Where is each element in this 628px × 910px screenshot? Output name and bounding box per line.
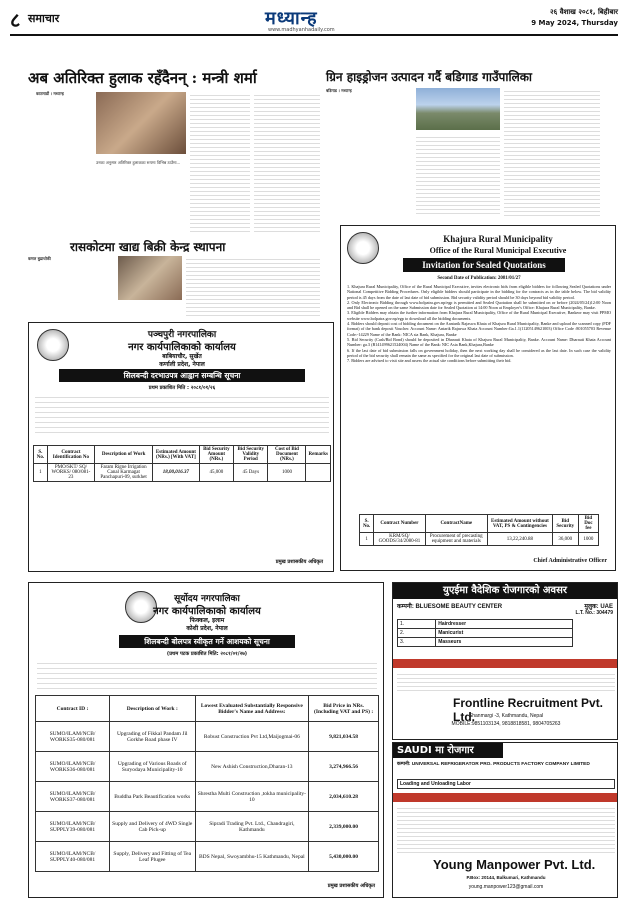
table-cell: 1.: [398, 620, 436, 629]
table-cell: 5,430,000.00: [309, 842, 379, 872]
table-cell: 2,034,610.28: [309, 782, 379, 812]
uae-company: कम्पनी: BLUESOME BEAUTY CENTER: [397, 604, 503, 610]
panchpuri-title-2: नगर कार्यपालिकाको कार्यालय: [128, 342, 236, 353]
khajura-item: 7. Bidders are advised to visit site and assess the actual site conditions before submitting their bid.: [347, 358, 512, 364]
panchpuri-signature: प्रमुख प्रशासकीय अधिकृत: [275, 559, 323, 565]
table-row: [398, 620, 573, 629]
khajura-signature: Chief Administrative Officer: [533, 558, 607, 564]
table-row: [360, 533, 599, 546]
story-headline-1: अब अतिरिक्त हुलाक रहँदैनन् : मन्त्री शर्मा: [28, 69, 257, 87]
th-sno: S. No.: [34, 446, 48, 464]
website-url: www.madhyanhadaily.com: [268, 27, 335, 33]
panchpuri-pub-date: प्रथम प्रकाशित मिति : २०८१/०१/२६: [148, 385, 216, 391]
th-sno: S. No.: [360, 515, 374, 533]
table-cell: SUMO/ILAM/NCB/ SUPPLY40-080/081: [36, 842, 110, 872]
saudi-title: SAUDI मा रोजगार: [393, 743, 503, 758]
uae-jobs-table: [397, 619, 573, 647]
table-cell: 3.: [398, 638, 436, 647]
table-cell: Masseurs: [436, 638, 573, 647]
hydrogen-photo-1: [416, 88, 500, 130]
masthead: [10, 6, 618, 36]
table-cell: Hairdresser: [436, 620, 573, 629]
th-remarks: Remarks: [306, 446, 331, 464]
panchpuri-table: [33, 445, 331, 482]
suryodaya-signature: प्रमुख प्रशासकीय अधिकृत: [327, 883, 375, 889]
khajura-title-1: Khajura Rural Municipality: [443, 234, 553, 244]
table-cell: Robust Construction Pvt Ltd,Maijogmai-06: [195, 722, 309, 752]
date-english: 9 May 2024, Thursday: [531, 19, 618, 27]
th-contract-number: Contract Number: [374, 515, 425, 533]
story1-byline: काठमाडौं । मध्यान्ह: [36, 91, 64, 96]
table-row: [36, 752, 379, 782]
suryodaya-banner: शिलबन्दी बोलपत्र स्वीकृत गर्ने आशयको सूचना: [119, 635, 295, 648]
suryodaya-table: [35, 695, 379, 872]
table-cell: 13,22,240.88: [487, 533, 552, 546]
table-cell: SUMO/ILAM/NCB/ SUPPLY39-080/081: [36, 812, 110, 842]
story3-byline: कमल बुढाथोकी: [28, 256, 51, 261]
uae-jobs-ad: [392, 582, 618, 740]
table-cell: 45 Days: [234, 464, 268, 482]
khajura-items: [347, 284, 611, 363]
saudi-jobs-table: [397, 779, 615, 789]
young-address: P.Box: 20144, Balkumari, Kathmandu: [466, 875, 546, 880]
th-contract-name: ContractName: [425, 515, 487, 533]
table-cell: Upgrading of Various Roads of Suryodaya Municipality-10: [109, 752, 195, 782]
table-cell: Faram Rigne Irrigation Canal Karmagat Panchapuri-09, surkhet: [95, 464, 153, 482]
saudi-company: कम्पनी: UNIVERSAL REFRIGERATOR PRO. PRODUCTS FACTORY COMPANY LIMITED: [397, 762, 590, 767]
table-cell: New Ashish Construction,Dharan-13: [195, 752, 309, 782]
minister-photo: [96, 92, 186, 154]
table-cell: Supply, Delivery and Fitting of Tea Leaf Plugee: [109, 842, 195, 872]
panchpuri-notice: [28, 322, 334, 572]
th-description: Description of Work: [95, 446, 153, 464]
khajura-item: 4. Bidders should deposit cost of bidding document on the Aantarik Rajaswa Khata of Khajura Rural Municipality, Banke and upload the scanned copy (PDF format) of the bank deposit Voucher. Account Name: Antarik Rajaswa Khata Account Number:Ga.1.1(11205149621003) Office Code :801055703 Revenue Code:-14229 Name of the Bank: NICA sia Bank, Khajura, Banke: [347, 321, 611, 337]
table-cell: 1000: [268, 464, 306, 482]
saudi-body: [397, 805, 615, 853]
table-row: [36, 782, 379, 812]
story1-body-col2: [190, 92, 250, 232]
table-row: [398, 629, 573, 638]
suryodaya-title-4: कोशी प्रदेश, नेपाल: [186, 625, 228, 632]
panchpuri-title-1: पञ्चपुरी नगरपालिका: [147, 330, 217, 340]
table-cell: PMO/SKT/ SQ/ WORKS/ 080/081-23: [47, 464, 94, 482]
date-nepali: २६ वैशाख २०८१, बिहीबार: [549, 8, 618, 16]
th-bid-security: Bid Security Amount (NRs.): [199, 446, 233, 464]
table-cell: 36,000: [552, 533, 578, 546]
khajura-item: 6. If the last date of bid submission falls on government holiday, then the next working day shall be considered as the last date. In such case the validity period of the bid security shall remain the same as specified for the original last date of submission.: [347, 347, 611, 358]
table-cell: Procurement of precasting equipment and materials: [425, 533, 487, 546]
panchpuri-title-4: कर्णाली प्रदेश, नेपाल: [159, 361, 205, 368]
khajura-item: 3. Eligible Bidders may obtain the further information from Khajura Rural Municipality, Office of the Rural Municipal Executive, Bankeor may visit PPMO website www.bolpatra.gov.np/egp to download all the bidding documents.: [347, 310, 611, 321]
uae-title: युएईमा वैदेशिक रोजगारको अवसर: [393, 583, 617, 599]
th-bidder: Lowest Evaluated Substantially Responsive Bidder's Name and Address:: [195, 696, 309, 722]
table-cell: Manicurist: [436, 629, 573, 638]
th-validity: Bid Security Validity Period: [234, 446, 268, 464]
khajura-notice: [340, 225, 616, 571]
khajura-title-2: Office of the Rural Municipal Executive: [429, 246, 567, 255]
table-cell: SUMO/ILAM/NCB/ WORKS37-080/081: [36, 782, 110, 812]
uae-body: [397, 671, 615, 693]
suryodaya-notice: [28, 582, 384, 898]
table-cell: [306, 464, 331, 482]
table-row: [36, 722, 379, 752]
frontline-mobile: MOBILE:9851103134, 9818818581, 9804705263: [451, 721, 561, 727]
story3-body: [186, 256, 320, 316]
table-cell: 1: [34, 464, 48, 482]
frontline-logo: Frontline Recruitment Pvt. Ltd.: [453, 696, 604, 724]
table-row: [398, 780, 615, 789]
th-bid-price: Bid Price in NRs. (Including VAT and PS) :: [309, 696, 379, 722]
khajura-item: 2. Only Electronic Bidding through www.bolpatra.gov.np/egp is permitted and Sealed Quotation shall be submitted on or before (2024/05/24)12:00 Noon and Bid shall be opened on the same Submission date for Sealed Quotation at 14:00 Noon at Employer's Office: Khajura Rural Municipality, Banke.: [347, 299, 611, 311]
nepal-emblem-icon: [347, 232, 379, 264]
saudi-jobs-ad: [392, 742, 618, 898]
th-estimated: Estimated Amount (NRs.) [With VAT]: [153, 446, 199, 464]
th-cost: Cost of Bid Document (NRs.): [268, 446, 306, 464]
frontline-address: Shanmargi -3, Kathmandu, Nepal: [468, 713, 544, 719]
khajura-item: 5. Bid Security (Cash/Bid Bond) should be deposited in Dharauti Khata of Khajura Rural Municipality, Banke. Account Name: Dharauti Khata Account Number: ga.3 (B141499621524004) Name of the Bank: NIC Asia Bank,Khajura,Banke: [347, 336, 611, 348]
table-cell: Buddha Park Beautification works: [109, 782, 195, 812]
th-doc-fee: Bid Doc fee: [578, 515, 598, 533]
panchpuri-title-3: बाबियाचौर, सुर्खेत: [162, 353, 202, 360]
story2-body-col3: [504, 88, 600, 216]
market-photo: [118, 256, 182, 300]
table-row: [398, 638, 573, 647]
table-cell: Upgrading of Fikkal Pandam Jil Gorkhe Road phase IV: [109, 722, 195, 752]
young-email: young.manpower123@gmail.com: [468, 884, 544, 890]
table-cell: 2,339,000.00: [309, 812, 379, 842]
table-cell: Loading and Unloading Labor: [398, 780, 615, 789]
story2-body-col2: [416, 134, 500, 216]
table-cell: SUMO/ILAM/NCB/ WORKS36-080/081: [36, 752, 110, 782]
th-contract-id: Contract Identification No: [47, 446, 94, 464]
young-manpower-logo: Young Manpower Pvt. Ltd.: [433, 857, 596, 872]
khajura-banner: Invitation for Sealed Quotations: [403, 258, 565, 272]
khajura-table: [359, 514, 599, 546]
table-row: [36, 842, 379, 872]
khajura-second-date: Second Date of Publication: 2081/01/27: [437, 276, 521, 281]
story-headline-3: रासकोटमा खाद्य बिक्री केन्द्र स्थापना: [70, 240, 226, 254]
table-cell: 1: [360, 533, 374, 546]
table-cell: 18,00,016.37: [153, 464, 199, 482]
newspaper-logo: मध्यान्ह: [265, 8, 318, 29]
uae-lt: L.T. No.: 304479: [575, 610, 613, 616]
table-cell: KRM/SQ/ GOODS/34/2080-81: [374, 533, 425, 546]
suryodaya-title-1: सूर्योदय नगरपालिका: [174, 594, 240, 604]
table-cell: 45,000: [199, 464, 233, 482]
table-cell: 3,274,966.56: [309, 752, 379, 782]
table-cell: BDS Nepal, Swoyambhu-15 Kathmandu, Nepal: [195, 842, 309, 872]
panchpuri-body: [35, 393, 329, 437]
suryodaya-title-3: फिक्कल, इलाम: [189, 617, 225, 624]
story1-body-col3: [254, 92, 320, 232]
saudi-red-bar: [393, 793, 617, 802]
suryodaya-title-2: नगर कार्यपालिकाको कार्यालय: [153, 606, 261, 617]
table-cell: Supply and Delivery of 4WD Single Cab Pick-up: [109, 812, 195, 842]
section-label: समाचार: [28, 12, 60, 25]
table-row: [36, 812, 379, 842]
uae-red-bar: [393, 659, 617, 668]
page-number: ८: [10, 8, 21, 32]
table-cell: 9,821,034.58: [309, 722, 379, 752]
th-bid-security: Bid Security: [552, 515, 578, 533]
panchpuri-banner: सिलबन्दी दरभाउपत्र आह्वान सम्बन्धि सूचना: [59, 369, 305, 382]
uae-country: मुलुक: UAE: [584, 604, 613, 610]
table-cell: Sipradi Trading Pvt. Ltd., Chandragiri, Kathmandu: [195, 812, 309, 842]
story2-byline: बडिगाड । मध्यान्ह: [326, 88, 352, 93]
th-estimated: Estimated Amount without VAT, PS & Contingencies: [487, 515, 552, 533]
suryodaya-body: [37, 659, 377, 691]
story-headline-2: ग्रिन हाइड्रोजन उत्पादन गर्दै बडिगाड गाउँपालिका: [326, 70, 533, 84]
table-cell: SUMO/ILAM/NCB/ WORKS35-080/081: [36, 722, 110, 752]
th-description: Description of Work :: [109, 696, 195, 722]
th-contract-id: Contract ID :: [36, 696, 110, 722]
table-cell: Shrestha Multi Construction ,tokha municipality-10: [195, 782, 309, 812]
table-cell: 2.: [398, 629, 436, 638]
table-cell: 1000: [578, 533, 598, 546]
table-row: [34, 464, 331, 482]
suryodaya-pub-date: (प्रथम पटक प्रकाशित मिति: २०८१/०१/२७): [166, 651, 248, 657]
khajura-item: 1. Khajura Rural Municipality, Office of the Rural Municipal Executive, invites electronic bids from eligible bidders for following Sealed Quotations under National Competitive Bidding Procedures. Only eligible bidders should participate in the bidding for the contracts as in the table below. The bid validity period is 45 days from the date of last date of bid submission. Bid security validity period should be 30 days beyond bid validity period.: [347, 284, 611, 300]
story1-caption: उनका अनुसार अतिरिक्त हुलाकका रूपमा विभिन्न ठाउँमा...: [96, 160, 181, 165]
